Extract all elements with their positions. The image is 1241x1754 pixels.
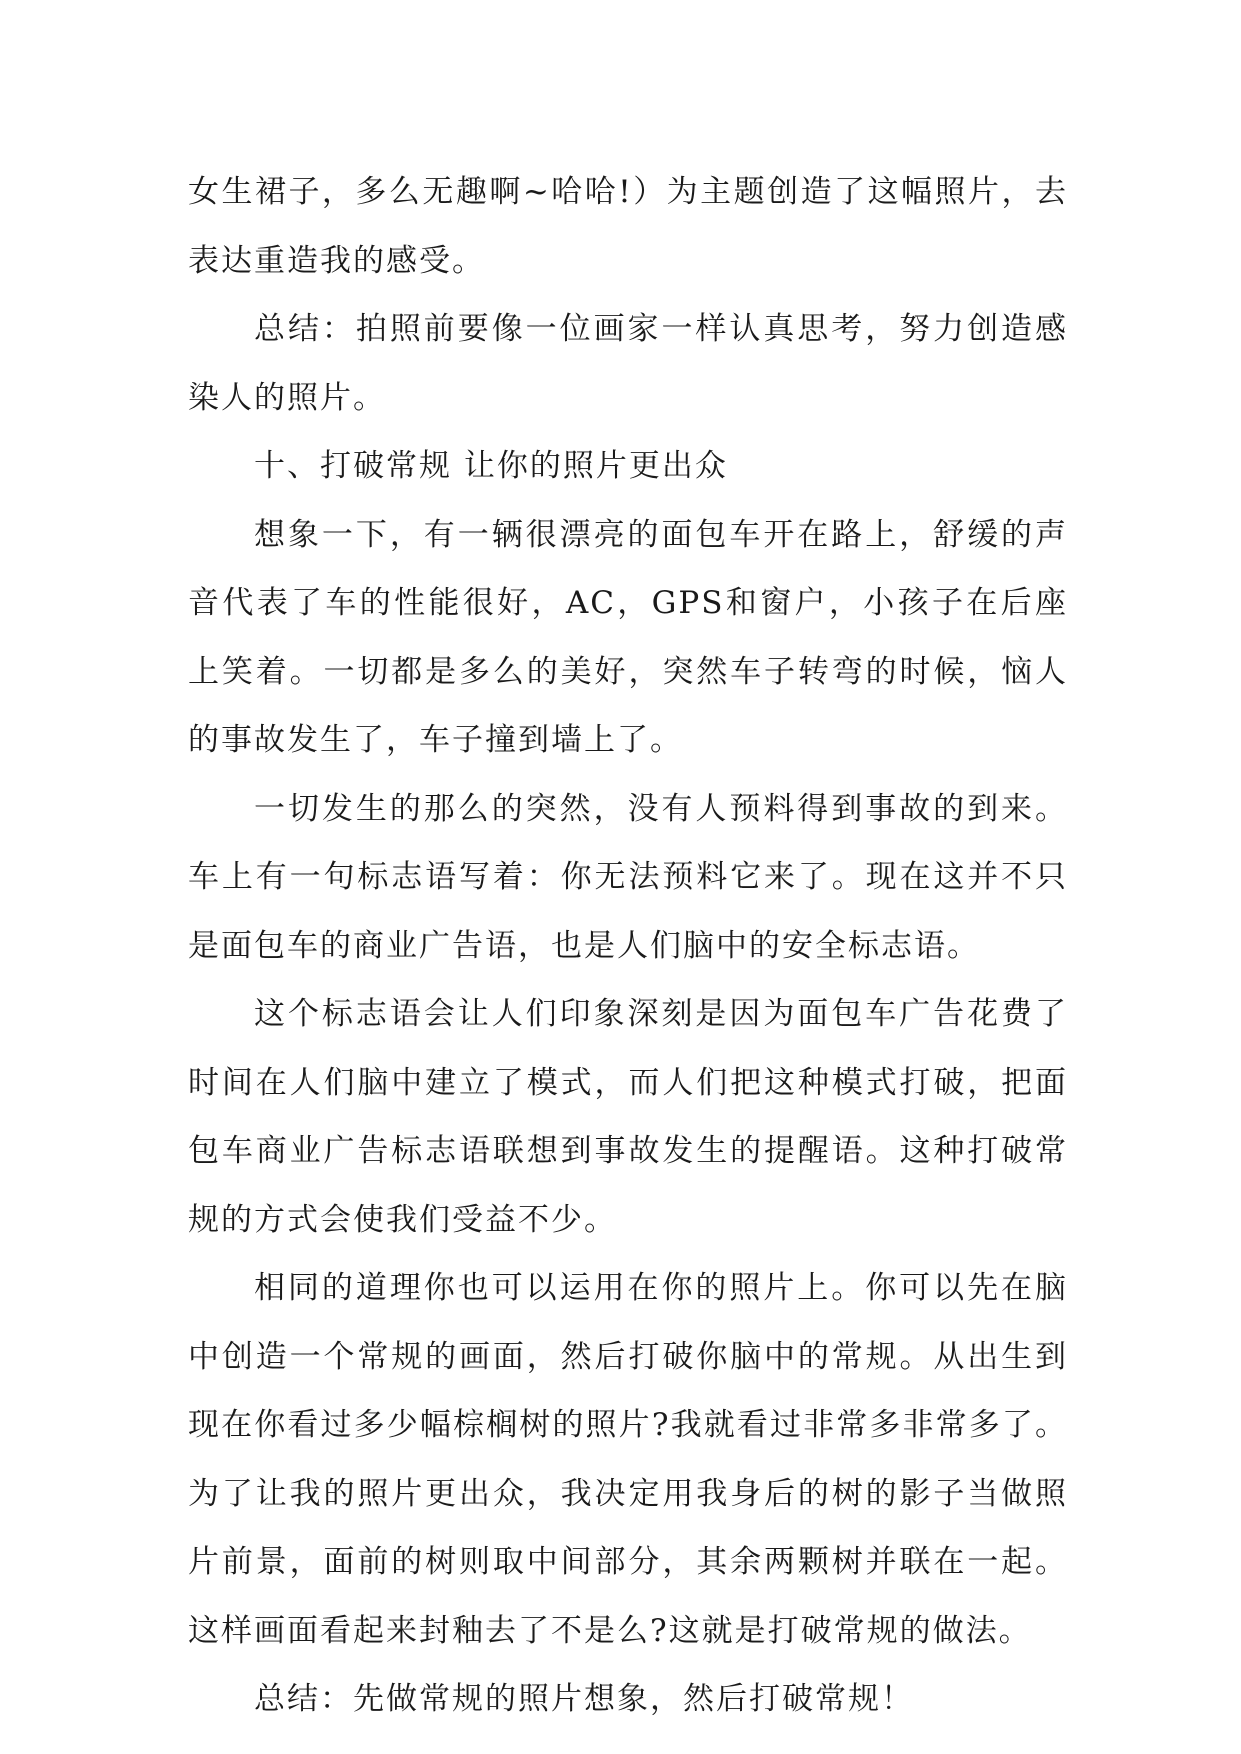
body-text	[188, 158, 1068, 1734]
paragraph-summary-2: 总结：先做常规的照片想象，然后打破常规！	[254, 1681, 914, 1717]
paragraph-imagine: 想象一下，有一辆很漂亮的面包车开在路上，舒缓的声音代表了车的性能很好，AC，GPS和窗户，小孩子在后座上笑着。一切都是多么的美好，突然车子转弯的时候，恼人的事故发生了，车子撞到墙上了。	[188, 516, 1068, 758]
paragraph-summary-1: 总结：拍照前要像一位画家一样认真思考，努力创造感染人的照片。	[188, 311, 1068, 416]
section-heading: 十、打破常规 让你的照片更出众	[254, 448, 728, 484]
paragraph-same-principle: 相同的道理你也可以运用在你的照片上。你可以先在脑中创造一个常规的画面，然后打破你脑中的常规。从出生到现在你看过多少幅棕榈树的照片?我就看过非常多非常多了。为了让我的照片更出众，我决定用我身后的树的影子当做照片前景，面前的树则取中间部分，其余两颗树并联在一起。这样画面看起来封釉去了不是么?这就是打破常规的做法。	[188, 1270, 1068, 1649]
paragraph-sudden: 一切发生的那么的突然，没有人预料得到事故的到来。车上有一句标志语写着：你无法预料它来了。现在这并不只是面包车的商业广告语，也是人们脑中的安全标志语。	[188, 790, 1068, 964]
paragraph-slogan: 这个标志语会让人们印象深刻是因为面包车广告花费了时间在人们脑中建立了模式，而人们把这种模式打破，把面包车商业广告标志语联想到事故发生的提醒语。这种打破常规的方式会使我们受益不少。	[188, 996, 1068, 1238]
paragraph-continuation: 女生裙子，多么无趣啊~哈哈!）为主题创造了这幅照片，去表达重造我的感受。	[188, 174, 1068, 279]
